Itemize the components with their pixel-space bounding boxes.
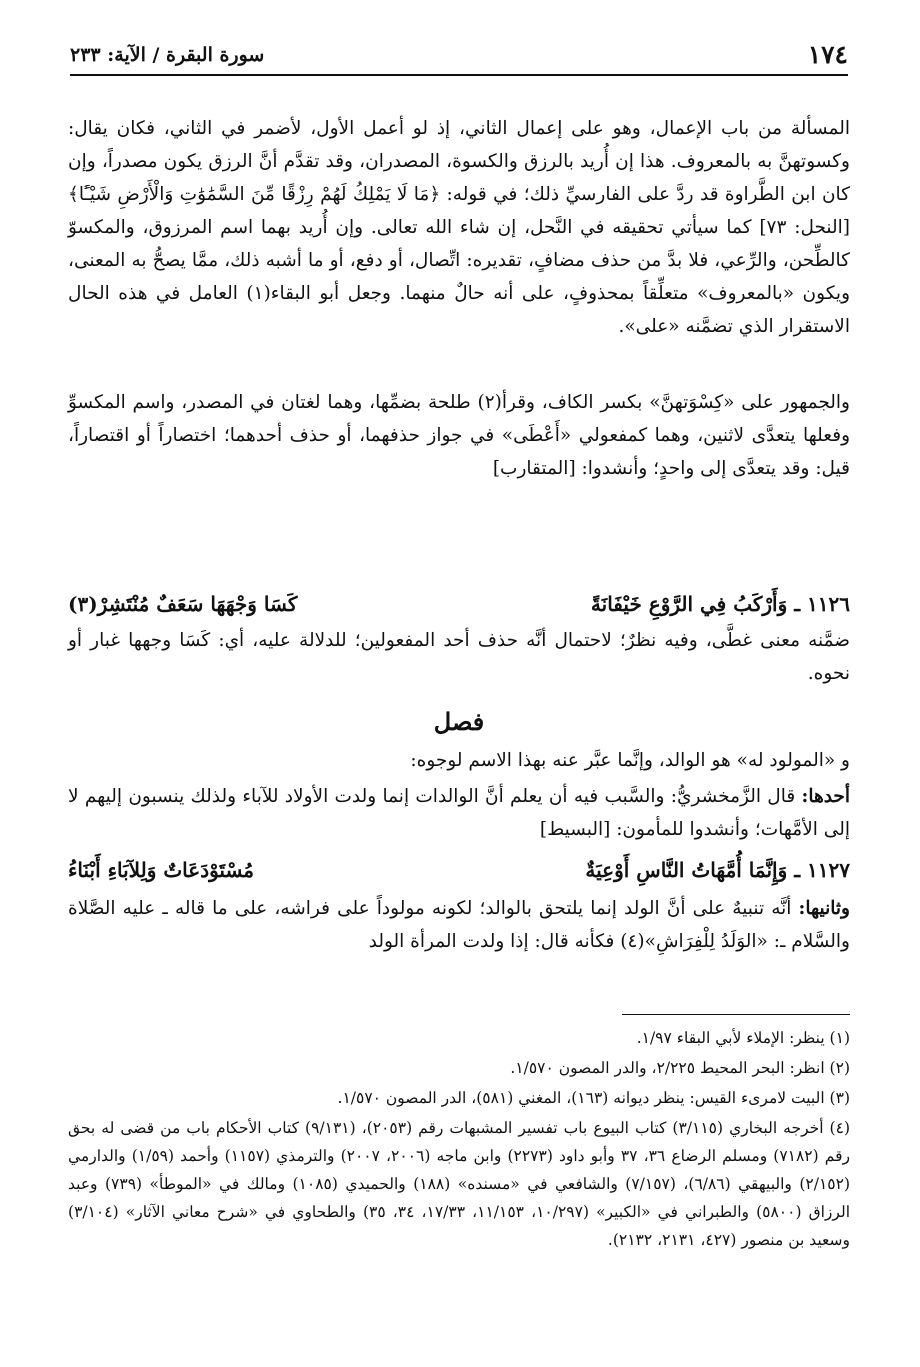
poetry-verse xyxy=(68,584,850,624)
paragraph-lead: أحدها: xyxy=(801,786,850,807)
footnote: (٢) انظر: البحر المحيط ٢/٢٢٥، والدر المصون ١/٥٧٠. xyxy=(510,1059,850,1077)
footnote: (٤) أخرجه البخاري (٣/١١٥) كتاب البيوع باب تفسير المشبهات رقم (٢٠٥٣)، (٩/١٣١) كتاب الأحكام باب من قضى له بحق رقم (٧١٨٢) ومسلم الرضاع ٣٦، ٣٧ وأبو داود (٢٢٧٣) وابن ماجه (٢٠٠٦، ٢٠٠٧) والترمذي (١١٥٧) وأحمد (١/٥٩) والدارمي (٢/١٥٢) والبيهقي (٦/٨٦)، (٧/١٥٧) والشافعي في «مسنده» (١٨٨) والحميدي (١٠٨٥) ومالك في «الموطأ» (٧٣٩) وعبد الرزاق (٥٨٠٠) والطبراني في «الكبير» (١٠/٢٩٧، ١١/١٥٣، ١٧/٣٣، ٣٤، ٣٥) والطحاوي في «شرح معاني الآثار» (٣/١٠٤) وسعيد بن منصور (٤٢٧، ٢١٣١، ٢١٣٢). xyxy=(68,1119,850,1249)
paragraph xyxy=(68,780,850,850)
paragraph-lead: وثانيها: xyxy=(798,898,850,919)
paragraph: ضمَّنه معنى غطَّى، وفيه نظرٌ؛ لاحتمال أنَّه حذف أحد المفعولين؛ للدلالة عليه، أي: كَسَا وجهها غبار أو نحوه. xyxy=(68,630,850,684)
paragraph: و «المولود له» هو الوالد، وإنَّما عبَّر عنه بهذا الاسم لوجوه: xyxy=(410,750,850,771)
paragraph-text: أنَّه تنبيهٌ على أنَّ الولد إنما يلتحق بالوالد؛ لكونه مولوداً على فراشه، على ما قاله ـ عليه الصَّلاة والسَّلام ـ: «الوَلَدُ لِلْفِرَاشِ»(٤) فكأنه قال: إذا ولدت المرأة الولد xyxy=(68,898,850,952)
footnote-divider xyxy=(622,1014,850,1015)
running-header xyxy=(70,38,848,76)
page-number: ١٧٤ xyxy=(807,40,848,69)
section-heading: فصل xyxy=(433,707,485,736)
paragraph-text: قال الزَّمخشريُّ: والسَّبب فيه أن يعلم أنَّ الوالدات إنما ولدت الأولاد للآباء ولذلك ينسبون إليهم لا إلى الأمَّهات؛ وأنشدوا للمأمون: [البسيط] xyxy=(68,786,850,840)
poetry-verse xyxy=(68,850,850,890)
footnote: (١) ينظر: الإملاء لأبي البقاء ١/٩٧. xyxy=(636,1029,850,1047)
verse-first-hemistich: ١١٢٦ ـ وَأَرْكَبُ فِي الرَّوْعِ خَيْفَانَةً xyxy=(590,592,850,616)
verse-first-hemistich: ١١٢٧ ـ وَإِنَّمَا أُمَّهَاتُ النَّاسِ أَوْعِيَةٌ xyxy=(585,858,850,882)
footnote: (٣) البيت لامرىء القيس: ينظر ديوانه (١٦٣)، المغني (٥٨١)، الدر المصون ١/٥٧٠. xyxy=(337,1089,850,1107)
main-text xyxy=(68,112,850,962)
verse-second-hemistich: كَسَا وَجْهَهَا سَعَفٌ مُنْتَشِرْ(٣) xyxy=(68,592,298,616)
paragraph: المسألة من باب الإعمال، وهو على إعمال الثاني، إذ لو أعمل الأول، لأضمر في الثاني، فكان يقال: وكسوتهنَّ به بالمعروف. هذا إن أُريد بالرزق والكسوة، المصدران، وقد تقدَّم أنَّ الرزق يكون مصدراً، وإن كان ابن الطَّراوة قد ردَّ على الفارسيِّ ذلك؛ في قوله: ﴿مَا لَا يَمْلِكُ لَهُمْ رِزْقًا مِّنَ السَّمَٰوَٰتِ وَالْأَرْضِ شَيْـًٔا﴾ [النحل: ٧٣] كما سيأتي تحقيقه في النَّحل، إن شاء الله تعالى. وإن أُريد بهما اسم المرزوق، والمكسوّ كالطِّحن، والرِّعي، فلا بدَّ من حذف مضافٍ، تقديره: اتِّصال، أو دفع، أو ما أشبه ذلك، ممَّا يصحُّ به المعنى، ويكون «بالمعروف» متعلِّقاً بمحذوفٍ، على أنه حالٌ منهما. وجعل أبو البقاء(١) العامل في هذه الحال الاستقرار الذي تضمَّنه «على». xyxy=(68,118,850,337)
paragraph: والجمهور على «كِسْوَتهنَّ» بكسر الكاف، وقرأ(٢) طلحة بضمِّها، وهما لغتان في المصدر، واسم المكسوِّ وفعلها يتعدَّى لاثنين، وهما كمفعولي «أَعْطَى» في جواز حذفهما، أو حذف أحدهما؛ اختصاراً أو اقتصاراً، قيل: وقد يتعدَّى إلى واحدٍ؛ وأنشدوا: [المتقارب] xyxy=(68,392,850,479)
running-title: سورة البقرة / الآية: ٢٣٣ xyxy=(70,44,265,66)
footnotes xyxy=(68,1024,850,1256)
verse-second-hemistich: مُسْتَوْدَعَاتٌ وَلِلآبَاءِ أَبْنَاءُ xyxy=(68,858,255,882)
paragraph xyxy=(68,892,850,962)
